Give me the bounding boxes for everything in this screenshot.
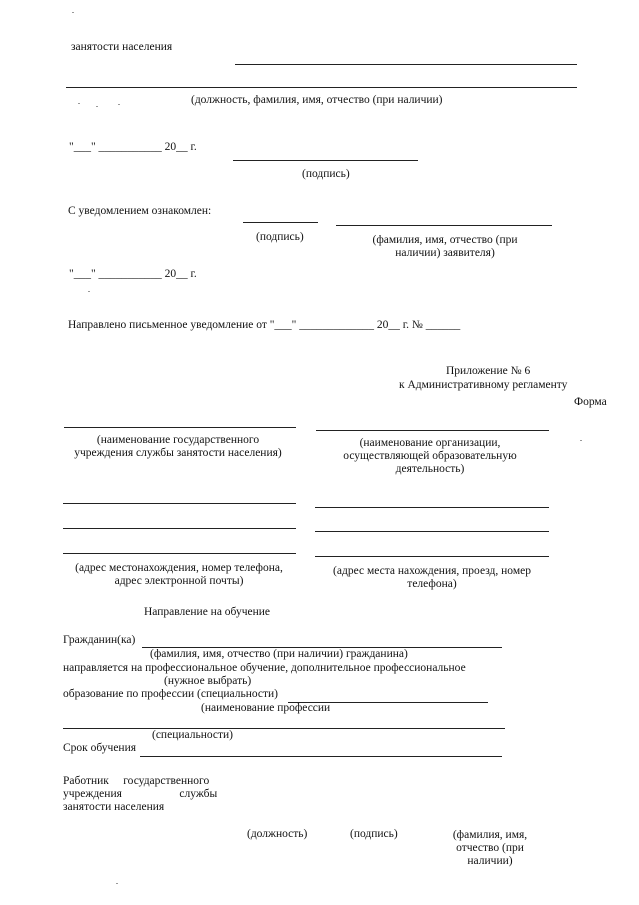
- signatory-name-caption: (фамилия, имя, отчество (при наличии): [452, 829, 528, 867]
- signatory-position-caption: (должность): [247, 828, 308, 840]
- institution-line: [64, 427, 296, 428]
- signatory-line-3: занятости населения: [63, 801, 165, 813]
- specialty-caption: (специальности): [152, 729, 233, 741]
- citizen-label: Гражданин(ка): [63, 634, 136, 646]
- appendix-reference: к Административному регламенту: [399, 379, 568, 391]
- ack-name-line: [336, 225, 552, 226]
- address-caption-right: (адрес места нахождения, проезд, номер телефона): [333, 565, 531, 590]
- term-label: Срок обучения: [63, 742, 137, 754]
- acknowledgement-label: С уведомлением ознакомлен:: [68, 205, 212, 217]
- address-caption-left: (адрес местонахождения, номер телефона, адрес электронной почты): [75, 562, 283, 587]
- referral-title: Направление на обучение: [144, 606, 271, 618]
- notice-text: Направлено письменное уведомление от "___" _____________ 20__ г. № ______: [68, 319, 461, 331]
- address-line-2: [63, 528, 296, 529]
- ack-signature-caption: (подпись): [256, 231, 304, 243]
- signatory-line-2: учреждения службы: [63, 788, 218, 800]
- employment-text: занятости населения: [71, 41, 173, 53]
- choose-caption: (нужное выбрать): [164, 675, 252, 687]
- profession-caption: (наименование профессии: [201, 702, 331, 714]
- scan-speck: [72, 12, 74, 13]
- ack-name-caption: (фамилия, имя, отчество (при наличии) заявителя): [372, 234, 518, 259]
- address-line-1: [63, 503, 296, 504]
- scan-speck: [116, 883, 118, 884]
- scan-speck: [118, 104, 120, 105]
- specialty-line: [63, 728, 505, 729]
- date-line: "___" ___________ 20__ г.: [69, 141, 197, 153]
- scan-speck: [78, 103, 80, 104]
- scan-speck: [96, 106, 98, 107]
- scan-speck: [88, 291, 90, 292]
- position-line-full: [66, 87, 577, 88]
- organization-caption: (наименование организации, осуществляющей образовательную деятельность): [343, 437, 517, 475]
- signatory-line-1: Работник государственного: [63, 775, 210, 787]
- signature-line: [233, 160, 418, 161]
- position-caption: (должность, фамилия, имя, отчество (при наличии): [191, 94, 443, 106]
- profession-label: образование по профессии (специальности): [63, 688, 279, 700]
- scan-speck: [580, 440, 582, 441]
- citizen-caption: (фамилия, имя, отчество (при наличии) гражданина): [150, 648, 408, 660]
- signature-caption: (подпись): [302, 168, 350, 180]
- position-line-short: [235, 64, 577, 65]
- ack-date-line: "___" ___________ 20__ г.: [69, 268, 197, 280]
- address-line-3: [63, 553, 296, 554]
- directed-text: направляется на профессиональное обучение, дополнительное профессиональное: [63, 662, 466, 674]
- signatory-signature-caption: (подпись): [350, 828, 398, 840]
- form-label: Форма: [574, 396, 607, 408]
- term-line: [140, 756, 502, 757]
- ack-signature-line: [243, 222, 318, 223]
- organization-line: [316, 430, 549, 431]
- org-address-line-2: [315, 531, 549, 532]
- org-address-line-1: [315, 507, 549, 508]
- appendix-number: Приложение № 6: [446, 365, 531, 377]
- org-address-line-3: [315, 556, 549, 557]
- institution-caption: (наименование государственного учреждения службы занятости населения): [74, 434, 282, 459]
